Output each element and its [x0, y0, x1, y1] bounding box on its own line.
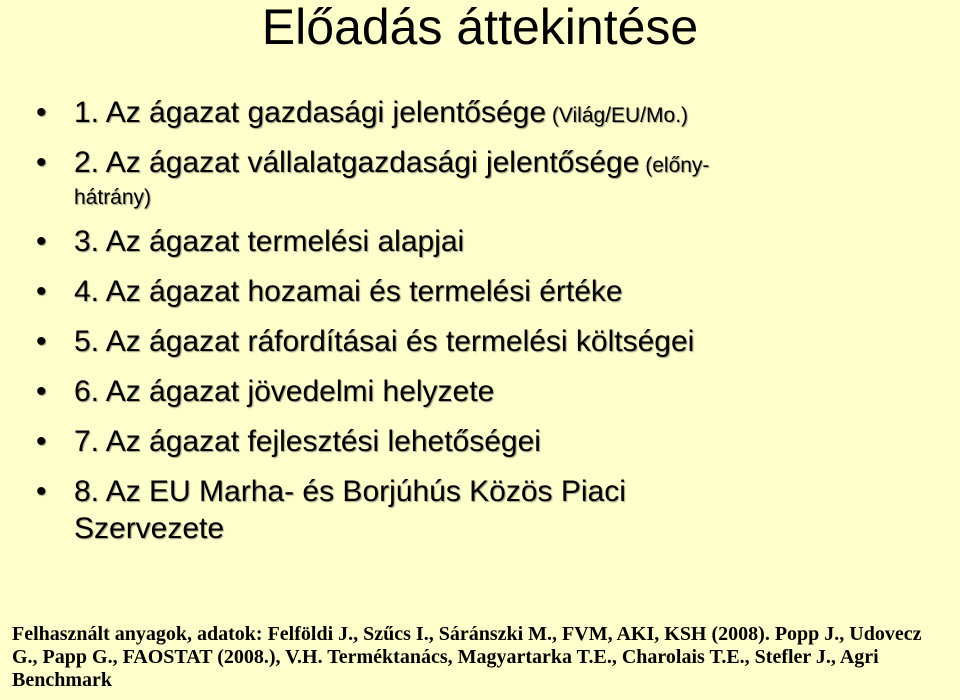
slide-title: Előadás áttekintése — [261, 0, 699, 55]
bullet-item-4 — [36, 273, 936, 310]
references-text: Felhasznált anyagok, adatok: Felföldi J., Szűcs I., Sáránszki M., FVM, AKI, KSH (2008). Popp J., Udovecz G., Papp G., FAOSTAT (2008.), V.H. Terméktanács, Magyartarka T.E., Charolais T.E., Stefler J., Agri Benchmark — [12, 623, 922, 691]
bullet-text: 3. Az ágazat termelési alapjai — [74, 225, 465, 258]
bullet-glyph: • — [36, 325, 47, 358]
bullet-glyph: • — [36, 146, 47, 179]
bullet-text: 8. Az EU Marha- és Borjúhús Közös Piaci — [74, 475, 626, 508]
bullet-note-continuation: hátrány) — [74, 186, 152, 209]
bullet-list — [36, 94, 936, 560]
bullet-glyph: • — [36, 225, 47, 258]
bullet-text: 6. Az ágazat jövedelmi helyzete — [74, 375, 495, 408]
bullet-item-3 — [36, 223, 936, 260]
bullet-item-1 — [36, 94, 936, 131]
bullet-text: 4. Az ágazat hozamai és termelési értéke — [74, 275, 623, 308]
bullet-item-5 — [36, 323, 936, 360]
bullet-item-6 — [36, 373, 936, 410]
bullet-item-2 — [36, 144, 936, 210]
bullet-text-continuation: Szervezete — [74, 512, 225, 545]
bullet-glyph: • — [36, 275, 47, 308]
bullet-item-8 — [36, 473, 936, 547]
bullet-note: (Világ/EU/Mo.) — [546, 104, 689, 127]
bullet-text: 7. Az ágazat fejlesztési lehetőségei — [74, 425, 541, 458]
bullet-glyph: • — [36, 425, 47, 458]
bullet-text: 5. Az ágazat ráfordításai és termelési költségei — [74, 325, 695, 358]
bullet-note: (előny- — [639, 154, 710, 177]
bullet-glyph: • — [36, 96, 47, 129]
bullet-glyph: • — [36, 475, 47, 508]
bullet-glyph: • — [36, 375, 47, 408]
bullet-text: 2. Az ágazat vállalatgazdasági jelentősége — [74, 146, 640, 179]
bullet-text: 1. Az ágazat gazdasági jelentősége — [74, 96, 547, 129]
bullet-item-7 — [36, 423, 936, 460]
